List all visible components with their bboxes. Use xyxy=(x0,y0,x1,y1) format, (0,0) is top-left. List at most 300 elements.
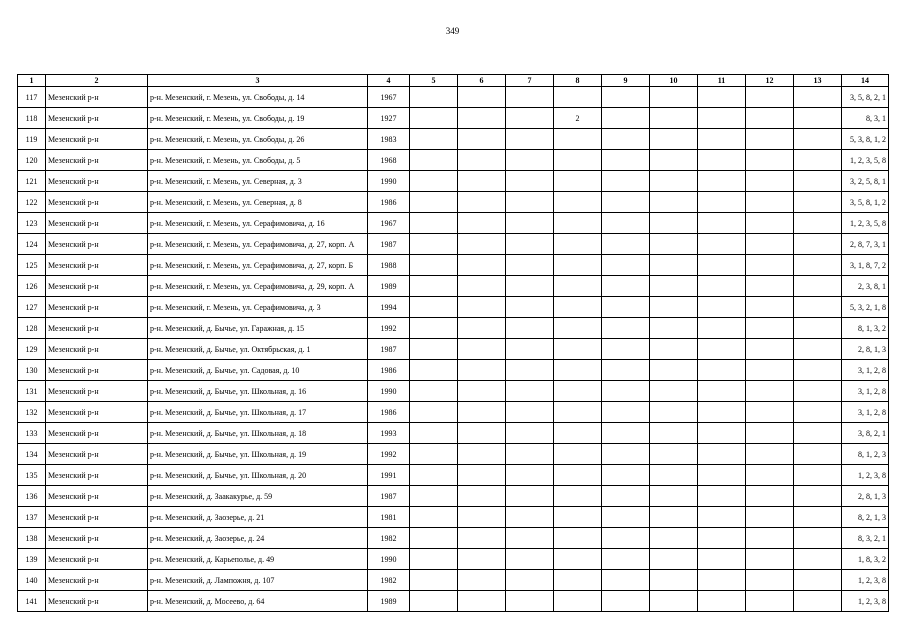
column-8-cell xyxy=(554,486,602,507)
table-row xyxy=(18,486,889,507)
empty-cell-col-5 xyxy=(410,507,458,528)
district-cell: Мезенский р-н xyxy=(46,549,148,570)
address-cell: р-н. Мезенский, г. Мезень, ул. Серафимовича, д. 3 xyxy=(148,297,368,318)
empty-cell-col-11 xyxy=(698,276,746,297)
address-cell: р-н. Мезенский, д. Заозерье, д. 24 xyxy=(148,528,368,549)
table-row xyxy=(18,381,889,402)
empty-cell-col-7 xyxy=(506,507,554,528)
column-14-cell: 3, 1, 2, 8 xyxy=(842,402,889,423)
column-14-cell: 1, 2, 3, 5, 8 xyxy=(842,213,889,234)
empty-cell-col-10 xyxy=(650,339,698,360)
empty-cell-col-10 xyxy=(650,402,698,423)
empty-cell-col-6 xyxy=(458,213,506,234)
empty-cell-col-12 xyxy=(746,570,794,591)
year-cell: 1987 xyxy=(368,486,410,507)
table-row xyxy=(18,528,889,549)
empty-cell-col-11 xyxy=(698,402,746,423)
empty-cell-col-10 xyxy=(650,360,698,381)
row-number-cell: 140 xyxy=(18,570,46,591)
empty-cell-col-5 xyxy=(410,339,458,360)
empty-cell-col-5 xyxy=(410,234,458,255)
address-cell: р-н. Мезенский, г. Мезень, ул. Серафимовича, д. 27, корп. Б xyxy=(148,255,368,276)
column-14-cell: 1, 2, 3, 8 xyxy=(842,570,889,591)
empty-cell-col-12 xyxy=(746,318,794,339)
empty-cell-col-7 xyxy=(506,444,554,465)
empty-cell-col-12 xyxy=(746,234,794,255)
address-cell: р-н. Мезенский, д. Карьеполье, д. 49 xyxy=(148,549,368,570)
year-cell: 1991 xyxy=(368,465,410,486)
year-cell: 1986 xyxy=(368,192,410,213)
row-number-cell: 117 xyxy=(18,87,46,108)
empty-cell-col-11 xyxy=(698,234,746,255)
empty-cell-col-11 xyxy=(698,423,746,444)
empty-cell-col-7 xyxy=(506,255,554,276)
district-cell: Мезенский р-н xyxy=(46,213,148,234)
empty-cell-col-13 xyxy=(794,423,842,444)
empty-cell-col-13 xyxy=(794,381,842,402)
empty-cell-col-10 xyxy=(650,171,698,192)
empty-cell-col-5 xyxy=(410,423,458,444)
column-8-cell xyxy=(554,591,602,612)
year-cell: 1986 xyxy=(368,402,410,423)
empty-cell-col-10 xyxy=(650,549,698,570)
column-14-cell: 8, 3, 2, 1 xyxy=(842,528,889,549)
empty-cell-col-12 xyxy=(746,192,794,213)
empty-cell-col-7 xyxy=(506,129,554,150)
empty-cell-col-13 xyxy=(794,570,842,591)
empty-cell-col-9 xyxy=(602,150,650,171)
year-cell: 1983 xyxy=(368,129,410,150)
year-cell: 1981 xyxy=(368,507,410,528)
empty-cell-col-6 xyxy=(458,192,506,213)
empty-cell-col-6 xyxy=(458,423,506,444)
empty-cell-col-10 xyxy=(650,108,698,129)
year-cell: 1967 xyxy=(368,87,410,108)
column-14-cell: 3, 5, 8, 1, 2 xyxy=(842,192,889,213)
district-cell: Мезенский р-н xyxy=(46,339,148,360)
empty-cell-col-9 xyxy=(602,549,650,570)
empty-cell-col-9 xyxy=(602,591,650,612)
empty-cell-col-12 xyxy=(746,507,794,528)
year-cell: 1967 xyxy=(368,213,410,234)
empty-cell-col-11 xyxy=(698,339,746,360)
empty-cell-col-13 xyxy=(794,87,842,108)
empty-cell-col-10 xyxy=(650,507,698,528)
address-cell: р-н. Мезенский, д. Лампожня, д. 107 xyxy=(148,570,368,591)
empty-cell-col-5 xyxy=(410,360,458,381)
empty-cell-col-7 xyxy=(506,549,554,570)
column-14-cell: 1, 2, 3, 8 xyxy=(842,465,889,486)
empty-cell-col-13 xyxy=(794,234,842,255)
column-14-cell: 8, 2, 1, 3 xyxy=(842,507,889,528)
empty-cell-col-12 xyxy=(746,381,794,402)
row-number-cell: 128 xyxy=(18,318,46,339)
district-cell: Мезенский р-н xyxy=(46,465,148,486)
district-cell: Мезенский р-н xyxy=(46,528,148,549)
empty-cell-col-5 xyxy=(410,171,458,192)
empty-cell-col-5 xyxy=(410,87,458,108)
address-cell: р-н. Мезенский, д. Заозерье, д. 21 xyxy=(148,507,368,528)
empty-cell-col-6 xyxy=(458,87,506,108)
column-14-cell: 8, 1, 2, 3 xyxy=(842,444,889,465)
empty-cell-col-10 xyxy=(650,486,698,507)
empty-cell-col-13 xyxy=(794,339,842,360)
empty-cell-col-13 xyxy=(794,402,842,423)
column-header-10: 10 xyxy=(650,75,698,87)
column-header-1: 1 xyxy=(18,75,46,87)
table-row xyxy=(18,297,889,318)
empty-cell-col-13 xyxy=(794,213,842,234)
column-8-cell xyxy=(554,465,602,486)
district-cell: Мезенский р-н xyxy=(46,423,148,444)
district-cell: Мезенский р-н xyxy=(46,87,148,108)
empty-cell-col-13 xyxy=(794,549,842,570)
column-8-cell xyxy=(554,213,602,234)
empty-cell-col-7 xyxy=(506,570,554,591)
empty-cell-col-12 xyxy=(746,444,794,465)
empty-cell-col-13 xyxy=(794,318,842,339)
column-header-12: 12 xyxy=(746,75,794,87)
empty-cell-col-11 xyxy=(698,444,746,465)
empty-cell-col-9 xyxy=(602,570,650,591)
empty-cell-col-5 xyxy=(410,255,458,276)
empty-cell-col-6 xyxy=(458,591,506,612)
year-cell: 1982 xyxy=(368,528,410,549)
empty-cell-col-11 xyxy=(698,570,746,591)
column-14-cell: 3, 1, 2, 8 xyxy=(842,360,889,381)
table-row xyxy=(18,549,889,570)
row-number-cell: 131 xyxy=(18,381,46,402)
table-row xyxy=(18,87,889,108)
empty-cell-col-7 xyxy=(506,276,554,297)
empty-cell-col-12 xyxy=(746,108,794,129)
empty-cell-col-10 xyxy=(650,192,698,213)
empty-cell-col-5 xyxy=(410,297,458,318)
column-8-cell xyxy=(554,192,602,213)
column-8-cell xyxy=(554,444,602,465)
district-cell: Мезенский р-н xyxy=(46,507,148,528)
table-row xyxy=(18,192,889,213)
empty-cell-col-6 xyxy=(458,549,506,570)
empty-cell-col-11 xyxy=(698,129,746,150)
table-row xyxy=(18,591,889,612)
empty-cell-col-5 xyxy=(410,528,458,549)
district-cell: Мезенский р-н xyxy=(46,234,148,255)
district-cell: Мезенский р-н xyxy=(46,108,148,129)
empty-cell-col-6 xyxy=(458,318,506,339)
empty-cell-col-13 xyxy=(794,486,842,507)
empty-cell-col-7 xyxy=(506,381,554,402)
empty-cell-col-5 xyxy=(410,591,458,612)
row-number-cell: 132 xyxy=(18,402,46,423)
row-number-cell: 141 xyxy=(18,591,46,612)
empty-cell-col-11 xyxy=(698,192,746,213)
empty-cell-col-10 xyxy=(650,591,698,612)
column-8-cell xyxy=(554,297,602,318)
empty-cell-col-6 xyxy=(458,297,506,318)
column-8-cell xyxy=(554,87,602,108)
empty-cell-col-9 xyxy=(602,402,650,423)
row-number-cell: 122 xyxy=(18,192,46,213)
column-14-cell: 1, 8, 3, 2 xyxy=(842,549,889,570)
row-number-cell: 138 xyxy=(18,528,46,549)
address-cell: р-н. Мезенский, д. Бычье, ул. Садовая, д. 10 xyxy=(148,360,368,381)
table-row xyxy=(18,108,889,129)
column-8-cell xyxy=(554,570,602,591)
address-cell: р-н. Мезенский, г. Мезень, ул. Серафимовича, д. 27, корп. А xyxy=(148,234,368,255)
empty-cell-col-5 xyxy=(410,108,458,129)
empty-cell-col-5 xyxy=(410,381,458,402)
empty-cell-col-5 xyxy=(410,444,458,465)
column-14-cell: 8, 1, 3, 2 xyxy=(842,318,889,339)
table-row xyxy=(18,171,889,192)
table-row xyxy=(18,150,889,171)
column-8-cell xyxy=(554,255,602,276)
housing-registry-table xyxy=(17,74,889,612)
empty-cell-col-10 xyxy=(650,150,698,171)
empty-cell-col-7 xyxy=(506,150,554,171)
empty-cell-col-13 xyxy=(794,129,842,150)
empty-cell-col-7 xyxy=(506,528,554,549)
column-header-7: 7 xyxy=(506,75,554,87)
empty-cell-col-9 xyxy=(602,318,650,339)
empty-cell-col-7 xyxy=(506,339,554,360)
empty-cell-col-13 xyxy=(794,444,842,465)
column-header-13: 13 xyxy=(794,75,842,87)
district-cell: Мезенский р-н xyxy=(46,192,148,213)
empty-cell-col-13 xyxy=(794,507,842,528)
empty-cell-col-13 xyxy=(794,360,842,381)
row-number-cell: 120 xyxy=(18,150,46,171)
empty-cell-col-12 xyxy=(746,213,794,234)
empty-cell-col-6 xyxy=(458,528,506,549)
empty-cell-col-13 xyxy=(794,171,842,192)
empty-cell-col-10 xyxy=(650,129,698,150)
empty-cell-col-6 xyxy=(458,402,506,423)
address-cell: р-н. Мезенский, д. Бычье, ул. Школьная, д. 17 xyxy=(148,402,368,423)
empty-cell-col-12 xyxy=(746,276,794,297)
district-cell: Мезенский р-н xyxy=(46,570,148,591)
empty-cell-col-10 xyxy=(650,255,698,276)
table-row xyxy=(18,318,889,339)
column-header-11: 11 xyxy=(698,75,746,87)
table-header-row xyxy=(18,75,889,87)
table-row xyxy=(18,507,889,528)
column-header-9: 9 xyxy=(602,75,650,87)
empty-cell-col-9 xyxy=(602,423,650,444)
empty-cell-col-10 xyxy=(650,234,698,255)
empty-cell-col-7 xyxy=(506,318,554,339)
empty-cell-col-7 xyxy=(506,360,554,381)
empty-cell-col-5 xyxy=(410,549,458,570)
empty-cell-col-9 xyxy=(602,297,650,318)
empty-cell-col-9 xyxy=(602,192,650,213)
page-number: 349 xyxy=(445,26,460,36)
address-cell: р-н. Мезенский, д. Бычье, ул. Школьная, д. 20 xyxy=(148,465,368,486)
empty-cell-col-12 xyxy=(746,297,794,318)
empty-cell-col-7 xyxy=(506,402,554,423)
address-cell: р-н. Мезенский, г. Мезень, ул. Свободы, д. 14 xyxy=(148,87,368,108)
row-number-cell: 118 xyxy=(18,108,46,129)
table-row xyxy=(18,339,889,360)
empty-cell-col-10 xyxy=(650,318,698,339)
table-row xyxy=(18,276,889,297)
empty-cell-col-7 xyxy=(506,297,554,318)
empty-cell-col-6 xyxy=(458,234,506,255)
column-header-5: 5 xyxy=(410,75,458,87)
table-row xyxy=(18,423,889,444)
column-8-cell xyxy=(554,360,602,381)
address-cell: р-н. Мезенский, г. Мезень, ул. Северная, д. 3 xyxy=(148,171,368,192)
empty-cell-col-11 xyxy=(698,549,746,570)
column-14-cell: 5, 3, 8, 1, 2 xyxy=(842,129,889,150)
table-row xyxy=(18,444,889,465)
address-cell: р-н. Мезенский, д. Бычье, ул. Школьная, д. 19 xyxy=(148,444,368,465)
address-cell: р-н. Мезенский, г. Мезень, ул. Серафимовича, д. 16 xyxy=(148,213,368,234)
empty-cell-col-11 xyxy=(698,360,746,381)
empty-cell-col-6 xyxy=(458,171,506,192)
year-cell: 1988 xyxy=(368,255,410,276)
address-cell: р-н. Мезенский, г. Мезень, ул. Свободы, д. 19 xyxy=(148,108,368,129)
column-14-cell: 1, 2, 3, 5, 8 xyxy=(842,150,889,171)
empty-cell-col-6 xyxy=(458,465,506,486)
column-8-cell: 2 xyxy=(554,108,602,129)
district-cell: Мезенский р-н xyxy=(46,276,148,297)
empty-cell-col-7 xyxy=(506,213,554,234)
empty-cell-col-11 xyxy=(698,255,746,276)
empty-cell-col-10 xyxy=(650,381,698,402)
empty-cell-col-6 xyxy=(458,255,506,276)
empty-cell-col-6 xyxy=(458,507,506,528)
empty-cell-col-5 xyxy=(410,150,458,171)
empty-cell-col-13 xyxy=(794,255,842,276)
year-cell: 1986 xyxy=(368,360,410,381)
year-cell: 1994 xyxy=(368,297,410,318)
empty-cell-col-11 xyxy=(698,213,746,234)
empty-cell-col-5 xyxy=(410,570,458,591)
empty-cell-col-10 xyxy=(650,87,698,108)
table-row xyxy=(18,570,889,591)
table-row xyxy=(18,255,889,276)
district-cell: Мезенский р-н xyxy=(46,444,148,465)
row-number-cell: 129 xyxy=(18,339,46,360)
column-14-cell: 3, 1, 2, 8 xyxy=(842,381,889,402)
district-cell: Мезенский р-н xyxy=(46,129,148,150)
column-8-cell xyxy=(554,549,602,570)
column-8-cell xyxy=(554,276,602,297)
empty-cell-col-7 xyxy=(506,423,554,444)
empty-cell-col-7 xyxy=(506,87,554,108)
column-header-14: 14 xyxy=(842,75,889,87)
empty-cell-col-10 xyxy=(650,213,698,234)
empty-cell-col-9 xyxy=(602,255,650,276)
column-8-cell xyxy=(554,129,602,150)
empty-cell-col-9 xyxy=(602,507,650,528)
empty-cell-col-12 xyxy=(746,255,794,276)
empty-cell-col-5 xyxy=(410,213,458,234)
empty-cell-col-6 xyxy=(458,570,506,591)
year-cell: 1993 xyxy=(368,423,410,444)
empty-cell-col-7 xyxy=(506,234,554,255)
column-14-cell: 2, 8, 1, 3 xyxy=(842,486,889,507)
empty-cell-col-11 xyxy=(698,507,746,528)
address-cell: р-н. Мезенский, д. Бычье, ул. Гаражная, д. 15 xyxy=(148,318,368,339)
column-header-4: 4 xyxy=(368,75,410,87)
year-cell: 1990 xyxy=(368,381,410,402)
row-number-cell: 124 xyxy=(18,234,46,255)
column-14-cell: 2, 8, 7, 3, 1 xyxy=(842,234,889,255)
address-cell: р-н. Мезенский, г. Мезень, ул. Свободы, д. 26 xyxy=(148,129,368,150)
table-row xyxy=(18,234,889,255)
empty-cell-col-5 xyxy=(410,276,458,297)
empty-cell-col-10 xyxy=(650,570,698,591)
empty-cell-col-9 xyxy=(602,129,650,150)
empty-cell-col-11 xyxy=(698,486,746,507)
column-8-cell xyxy=(554,171,602,192)
empty-cell-col-11 xyxy=(698,465,746,486)
column-14-cell: 3, 1, 8, 7, 2 xyxy=(842,255,889,276)
row-number-cell: 126 xyxy=(18,276,46,297)
column-14-cell: 2, 8, 1, 3 xyxy=(842,339,889,360)
column-8-cell xyxy=(554,318,602,339)
table-row xyxy=(18,360,889,381)
empty-cell-col-12 xyxy=(746,549,794,570)
empty-cell-col-6 xyxy=(458,444,506,465)
empty-cell-col-7 xyxy=(506,171,554,192)
empty-cell-col-12 xyxy=(746,150,794,171)
empty-cell-col-9 xyxy=(602,171,650,192)
district-cell: Мезенский р-н xyxy=(46,486,148,507)
empty-cell-col-11 xyxy=(698,171,746,192)
column-8-cell xyxy=(554,402,602,423)
empty-cell-col-6 xyxy=(458,360,506,381)
empty-cell-col-6 xyxy=(458,108,506,129)
column-header-8: 8 xyxy=(554,75,602,87)
column-header-2: 2 xyxy=(46,75,148,87)
empty-cell-col-12 xyxy=(746,423,794,444)
row-number-cell: 134 xyxy=(18,444,46,465)
column-8-cell xyxy=(554,150,602,171)
row-number-cell: 135 xyxy=(18,465,46,486)
column-14-cell: 8, 3, 1 xyxy=(842,108,889,129)
empty-cell-col-11 xyxy=(698,297,746,318)
address-cell: р-н. Мезенский, г. Мезень, ул. Северная, д. 8 xyxy=(148,192,368,213)
empty-cell-col-12 xyxy=(746,465,794,486)
table-row xyxy=(18,402,889,423)
column-14-cell: 3, 2, 5, 8, 1 xyxy=(842,171,889,192)
empty-cell-col-12 xyxy=(746,339,794,360)
empty-cell-col-5 xyxy=(410,486,458,507)
empty-cell-col-7 xyxy=(506,465,554,486)
empty-cell-col-11 xyxy=(698,528,746,549)
address-cell: р-н. Мезенский, д. Бычье, ул. Школьная, д. 18 xyxy=(148,423,368,444)
empty-cell-col-7 xyxy=(506,192,554,213)
empty-cell-col-7 xyxy=(506,108,554,129)
empty-cell-col-6 xyxy=(458,150,506,171)
empty-cell-col-12 xyxy=(746,129,794,150)
district-cell: Мезенский р-н xyxy=(46,255,148,276)
year-cell: 1987 xyxy=(368,234,410,255)
column-14-cell: 1, 2, 3, 8 xyxy=(842,591,889,612)
district-cell: Мезенский р-н xyxy=(46,297,148,318)
empty-cell-col-6 xyxy=(458,339,506,360)
empty-cell-col-12 xyxy=(746,402,794,423)
empty-cell-col-9 xyxy=(602,465,650,486)
empty-cell-col-9 xyxy=(602,381,650,402)
empty-cell-col-11 xyxy=(698,108,746,129)
empty-cell-col-11 xyxy=(698,87,746,108)
empty-cell-col-12 xyxy=(746,171,794,192)
